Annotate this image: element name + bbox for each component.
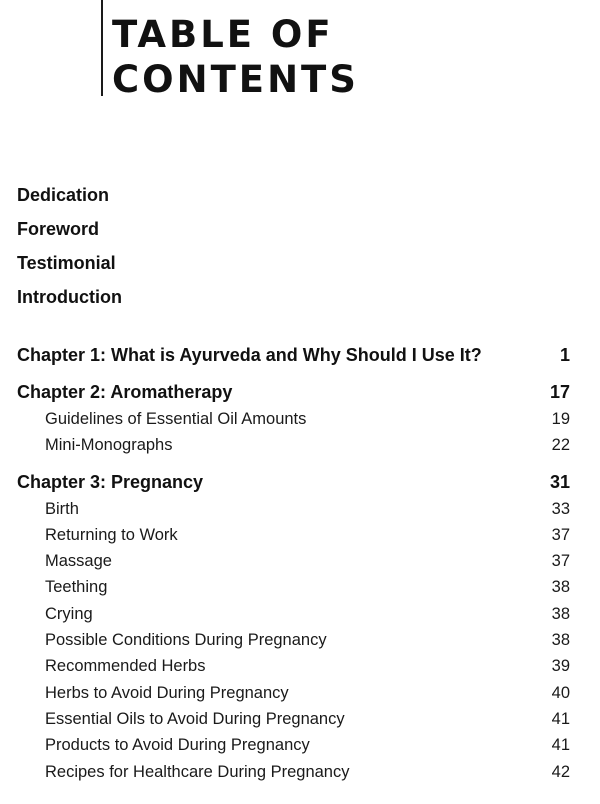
section-page-number: 37	[551, 552, 570, 571]
page-title-line-2: CONTENTS	[112, 58, 359, 101]
section-page-number: 38	[551, 631, 570, 650]
section-title: Possible Conditions During Pregnancy	[45, 631, 327, 650]
chapter-title: Chapter 2: Aromatherapy	[17, 382, 233, 402]
section-page-number: 40	[551, 683, 570, 702]
chapter-entry[interactable]	[17, 341, 570, 369]
front-matter-foreword[interactable]: Foreword	[17, 219, 100, 239]
front-matter-dedication[interactable]: Dedication	[17, 185, 110, 205]
section-entry[interactable]	[17, 432, 570, 458]
chapter-1-block	[17, 341, 570, 369]
page-title	[112, 12, 359, 102]
front-matter-introduction[interactable]: Introduction	[17, 287, 122, 307]
section-page-number: 19	[551, 410, 570, 428]
section-title: Guidelines of Essential Oil Amounts	[45, 410, 307, 428]
section-entry[interactable]	[17, 548, 570, 574]
section-page-number: 22	[551, 436, 570, 455]
chapter-3-block	[17, 468, 570, 785]
section-entry[interactable]	[17, 496, 570, 522]
section-entry[interactable]	[17, 653, 570, 679]
section-title: Massage	[45, 552, 112, 571]
section-title: Products to Avoid During Pregnancy	[45, 736, 310, 755]
chapter-entry[interactable]	[17, 468, 570, 496]
chapter-2-block	[17, 378, 570, 459]
title-divider	[101, 0, 103, 96]
section-title: Recommended Herbs	[45, 657, 206, 676]
chapter-title: Chapter 3: Pregnancy	[17, 471, 204, 492]
chapter-title: Chapter 1: What is Ayurveda and Why Should I Use It?	[17, 345, 482, 365]
section-entry[interactable]	[17, 574, 570, 600]
table-of-contents	[17, 341, 570, 785]
section-title: Mini-Monographs	[45, 436, 173, 455]
section-entry[interactable]	[17, 522, 570, 548]
front-matter-testimonial[interactable]: Testimonial	[17, 253, 116, 273]
section-page-number: 41	[551, 736, 570, 755]
section-page-number: 41	[551, 709, 570, 728]
section-page-number: 39	[551, 657, 570, 676]
section-entry[interactable]	[17, 732, 570, 758]
section-title: Birth	[45, 499, 79, 518]
section-entry[interactable]	[17, 627, 570, 653]
section-title: Herbs to Avoid During Pregnancy	[45, 683, 289, 702]
section-title: Teething	[45, 578, 108, 597]
section-title: Crying	[45, 604, 93, 623]
section-entry[interactable]	[17, 680, 570, 706]
section-page-number: 38	[551, 578, 570, 597]
section-entry[interactable]	[17, 759, 570, 785]
section-title: Returning to Work	[45, 525, 178, 544]
chapter-page-number: 17	[549, 382, 570, 402]
chapter-page-number: 1	[559, 345, 570, 365]
chapter-page-number: 31	[549, 471, 570, 492]
section-page-number: 33	[551, 499, 570, 518]
chapter-entry[interactable]	[17, 378, 570, 406]
front-matter-list	[17, 181, 122, 317]
page-title-line-1: TABLE OF	[112, 13, 334, 56]
section-page-number: 37	[551, 525, 570, 544]
section-entry[interactable]	[17, 601, 570, 627]
section-page-number: 38	[551, 604, 570, 623]
section-title: Recipes for Healthcare During Pregnancy	[45, 762, 350, 781]
section-entry[interactable]	[17, 706, 570, 732]
section-page-number: 42	[551, 762, 570, 781]
section-title: Essential Oils to Avoid During Pregnancy	[45, 709, 345, 728]
section-entry[interactable]	[17, 406, 570, 432]
